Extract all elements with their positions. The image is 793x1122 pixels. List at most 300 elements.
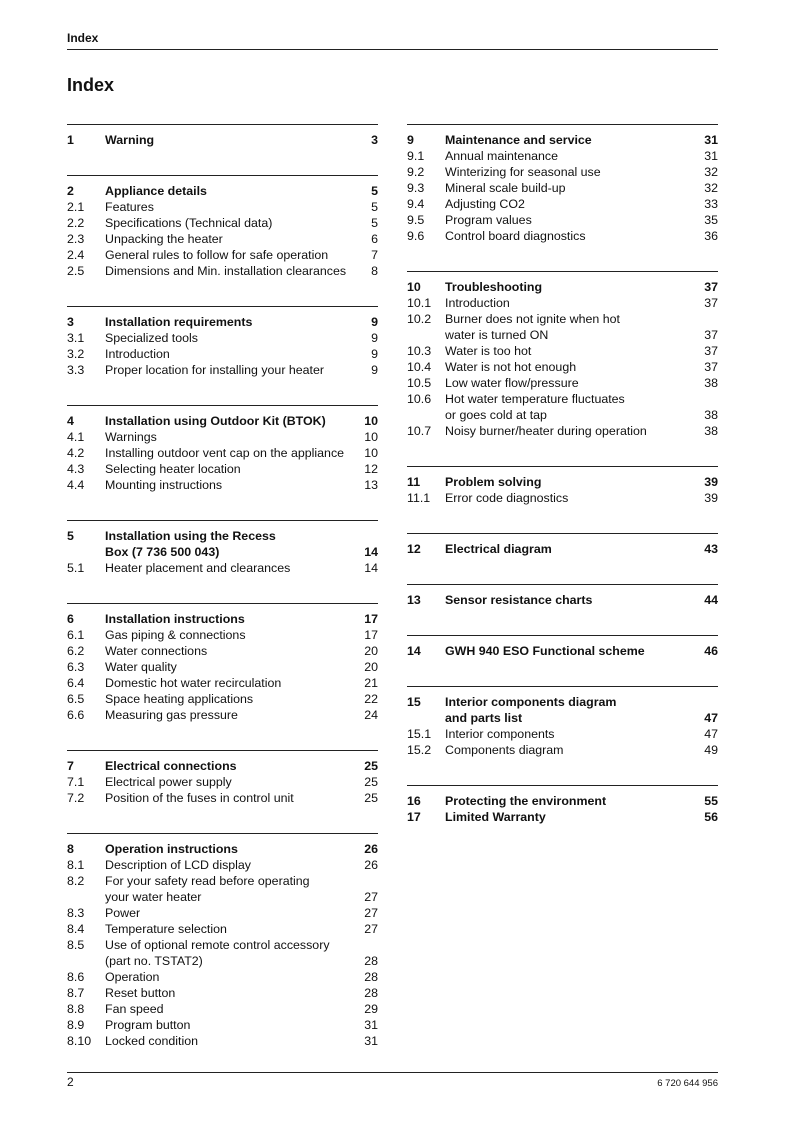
toc-entry-title: Features <box>105 200 154 214</box>
toc-subsection-entry[interactable] <box>67 477 378 493</box>
toc-entry-number: 10 <box>407 280 421 294</box>
toc-entry-page: 28 <box>364 970 378 984</box>
toc-subsection-entry[interactable] <box>407 164 718 180</box>
toc-entry-page: 38 <box>704 424 718 438</box>
toc-entry-page: 9 <box>371 363 378 377</box>
toc-entry-number: 2.1 <box>67 200 85 214</box>
toc-subsection-entry[interactable] <box>407 212 718 228</box>
toc-entry-title: Introduction <box>445 296 510 310</box>
toc-subsection-entry[interactable] <box>67 461 378 477</box>
toc-subsection-entry[interactable] <box>67 445 378 461</box>
toc-subsection-entry[interactable] <box>407 327 718 343</box>
toc-entry-number: 7.2 <box>67 791 85 805</box>
toc-entry-number <box>407 710 445 726</box>
toc-chapter-entry[interactable] <box>407 279 718 295</box>
toc-subsection-entry[interactable] <box>67 247 378 263</box>
toc-entry-page: 27 <box>364 906 378 920</box>
toc-section <box>67 405 378 493</box>
toc-section <box>407 271 718 439</box>
toc-chapter-entry[interactable] <box>67 528 378 544</box>
toc-entry-title: Mineral scale build-up <box>445 181 566 195</box>
toc-entry-title: Problem solving <box>445 475 542 489</box>
toc-entry-title: Heater placement and clearances <box>105 561 291 575</box>
toc-entry-page: 10 <box>364 414 378 428</box>
toc-entry-page: 55 <box>704 794 718 808</box>
toc-entry-number: 2.2 <box>67 216 85 230</box>
toc-entry-number: 7 <box>67 759 74 773</box>
toc-entry-title: Low water flow/pressure <box>445 376 579 390</box>
toc-entry-number: 3.3 <box>67 363 85 377</box>
toc-entry-title: Interior components diagram <box>445 695 617 709</box>
toc-right-column <box>407 124 718 852</box>
toc-entry-title: Specialized tools <box>105 331 198 345</box>
toc-subsection-entry[interactable] <box>407 490 718 506</box>
toc-entry-number: 9.6 <box>407 229 425 243</box>
toc-subsection-entry[interactable] <box>407 359 718 375</box>
toc-subsection-entry[interactable] <box>407 228 718 244</box>
toc-entry-page: 31 <box>364 1034 378 1048</box>
toc-entry-number: 9.4 <box>407 197 425 211</box>
toc-entry-title: Components diagram <box>445 743 564 757</box>
toc-entry-number: 10.3 <box>407 344 432 358</box>
toc-entry-number: 10.2 <box>407 312 432 326</box>
toc-entry-title: Sensor resistance charts <box>445 593 593 607</box>
toc-entry-title: Operation <box>105 970 160 984</box>
toc-chapter-entry[interactable] <box>67 132 378 148</box>
header-rule <box>67 49 718 50</box>
toc-entry-title: your water heater <box>105 890 202 904</box>
toc-subsection-entry[interactable] <box>67 215 378 231</box>
toc-entry-page: 31 <box>364 1018 378 1032</box>
toc-subsection-entry[interactable] <box>407 391 718 407</box>
toc-entry-number: 10.6 <box>407 392 432 406</box>
toc-entry-page: 28 <box>364 954 378 968</box>
toc-entry-number <box>67 544 105 560</box>
toc-entry-title: Gas piping & connections <box>105 628 246 642</box>
toc-section <box>67 175 378 279</box>
toc-entry-title: Hot water temperature fluctuates <box>445 392 625 406</box>
toc-entry-page: 31 <box>704 149 718 163</box>
toc-chapter-entry[interactable] <box>407 541 718 557</box>
toc-entry-number: 4.2 <box>67 446 85 460</box>
toc-entry-title: Burner does not ignite when hot <box>445 312 620 326</box>
toc-subsection-entry[interactable] <box>67 199 378 215</box>
toc-entry-number: 1 <box>67 133 74 147</box>
toc-entry-page: 14 <box>364 545 378 559</box>
toc-entry-title: Space heating applications <box>105 692 254 706</box>
toc-entry-page <box>354 937 378 953</box>
toc-section <box>407 584 718 608</box>
toc-entry-title: Annual maintenance <box>445 149 558 163</box>
toc-subsection-entry[interactable] <box>67 905 378 921</box>
toc-subsection-entry[interactable] <box>67 937 378 953</box>
toc-subsection-entry[interactable] <box>67 675 378 691</box>
toc-entry-title: Water is not hot enough <box>445 360 577 374</box>
toc-entry-number <box>67 889 105 905</box>
toc-entry-title: Selecting heater location <box>105 462 241 476</box>
toc-chapter-entry[interactable] <box>407 793 718 809</box>
running-header: Index <box>67 31 99 45</box>
toc-entry-number: 6.4 <box>67 676 85 690</box>
toc-entry-page: 17 <box>364 612 378 626</box>
toc-entry-title: Dimensions and Min. installation clearances <box>105 264 347 278</box>
toc-subsection-entry[interactable] <box>67 1017 378 1033</box>
toc-entry-page: 6 <box>371 232 378 246</box>
toc-entry-number: 8.10 <box>67 1034 92 1048</box>
toc-entry-page: 26 <box>364 842 378 856</box>
toc-entry-number: 3 <box>67 315 74 329</box>
toc-entry-number: 9.2 <box>407 165 425 179</box>
toc-entry-page: 32 <box>704 165 718 179</box>
toc-entry-number: 12 <box>407 542 421 556</box>
toc-subsection-entry[interactable] <box>407 295 718 311</box>
toc-entry-title: Mounting instructions <box>105 478 223 492</box>
toc-entry-title: Error code diagnostics <box>445 491 569 505</box>
toc-entry-number: 15.1 <box>407 727 432 741</box>
toc-subsection-entry[interactable] <box>407 311 718 327</box>
toc-entry-number: 5.1 <box>67 561 85 575</box>
toc-section <box>67 750 378 806</box>
toc-entry-page <box>694 694 718 710</box>
toc-section <box>407 686 718 758</box>
toc-subsection-entry[interactable] <box>407 375 718 391</box>
toc-entry-page: 39 <box>704 475 718 489</box>
toc-entry-title: Interior components <box>445 727 555 741</box>
toc-entry-number: 3.1 <box>67 331 85 345</box>
toc-entry-page: 12 <box>364 462 378 476</box>
toc-subsection-entry[interactable] <box>67 627 378 643</box>
toc-subsection-entry[interactable] <box>407 423 718 439</box>
toc-entry-title: Noisy burner/heater during operation <box>445 424 647 438</box>
toc-entry-number: 6.6 <box>67 708 85 722</box>
toc-subsection-entry[interactable] <box>67 362 378 378</box>
toc-subsection-entry[interactable] <box>67 1001 378 1017</box>
toc-entry-title: GWH 940 ESO Functional scheme <box>445 644 645 658</box>
toc-entry-number <box>407 327 445 343</box>
toc-section <box>407 533 718 557</box>
toc-entry-number: 9.1 <box>407 149 425 163</box>
toc-entry-title: Measuring gas pressure <box>105 708 238 722</box>
toc-chapter-entry[interactable] <box>67 841 378 857</box>
toc-chapter-entry[interactable] <box>407 809 718 825</box>
toc-section <box>407 785 718 825</box>
toc-entry-page <box>354 528 378 544</box>
toc-entry-number: 10.5 <box>407 376 432 390</box>
toc-entry-page: 37 <box>704 360 718 374</box>
toc-entry-number: 8.3 <box>67 906 85 920</box>
toc-chapter-entry[interactable] <box>407 710 718 726</box>
toc-entry-title: Unpacking the heater <box>105 232 223 246</box>
toc-entry-page: 44 <box>704 593 718 607</box>
page-number: 2 <box>67 1075 74 1089</box>
toc-entry-page: 9 <box>371 347 378 361</box>
toc-entry-title: General rules to follow for safe operation <box>105 248 329 262</box>
toc-entry-page: 26 <box>364 858 378 872</box>
toc-entry-title: Specifications (Technical data) <box>105 216 273 230</box>
toc-section <box>67 520 378 576</box>
toc-chapter-entry[interactable] <box>407 474 718 490</box>
toc-entry-number: 15 <box>407 695 421 709</box>
toc-entry-title: Program button <box>105 1018 191 1032</box>
toc-entry-page: 56 <box>704 810 718 824</box>
toc-entry-title: Installing outdoor vent cap on the appliance <box>105 446 345 460</box>
toc-entry-number: 6.1 <box>67 628 85 642</box>
toc-entry-page: 7 <box>371 248 378 262</box>
toc-entry-title: Electrical connections <box>105 759 237 773</box>
toc-entry-title: Box (7 736 500 043) <box>105 545 220 559</box>
toc-entry-number: 4.4 <box>67 478 85 492</box>
toc-subsection-entry[interactable] <box>67 953 378 969</box>
document-number: 6 720 644 956 <box>657 1078 718 1089</box>
toc-left-column <box>67 124 378 1076</box>
toc-entry-title: Protecting the environment <box>445 794 607 808</box>
toc-section <box>407 124 718 244</box>
toc-entry-title: Winterizing for seasonal use <box>445 165 601 179</box>
toc-subsection-entry[interactable] <box>67 774 378 790</box>
toc-entry-page: 27 <box>364 922 378 936</box>
toc-entry-number: 8 <box>67 842 74 856</box>
toc-entry-title: Installation instructions <box>105 612 245 626</box>
toc-entry-title: Appliance details <box>105 184 207 198</box>
toc-subsection-entry[interactable] <box>67 985 378 1001</box>
toc-entry-page: 20 <box>364 660 378 674</box>
toc-subsection-entry[interactable] <box>407 196 718 212</box>
toc-subsection-entry[interactable] <box>67 643 378 659</box>
toc-entry-number: 8.6 <box>67 970 85 984</box>
toc-entry-number: 3.2 <box>67 347 85 361</box>
toc-entry-page: 35 <box>704 213 718 227</box>
toc-entry-title: Program values <box>445 213 532 227</box>
toc-subsection-entry[interactable] <box>67 969 378 985</box>
toc-entry-page: 9 <box>371 331 378 345</box>
toc-entry-title: Power <box>105 906 141 920</box>
toc-subsection-entry[interactable] <box>407 180 718 196</box>
toc-entry-number: 8.4 <box>67 922 85 936</box>
toc-subsection-entry[interactable] <box>67 1033 378 1049</box>
toc-section <box>67 306 378 378</box>
toc-entry-number: 2.4 <box>67 248 85 262</box>
toc-subsection-entry[interactable] <box>67 330 378 346</box>
toc-chapter-entry[interactable] <box>67 183 378 199</box>
toc-subsection-entry[interactable] <box>407 343 718 359</box>
toc-chapter-entry[interactable] <box>407 643 718 659</box>
toc-section <box>67 124 378 148</box>
toc-chapter-entry[interactable] <box>67 544 378 560</box>
toc-entry-title: Domestic hot water recirculation <box>105 676 282 690</box>
toc-chapter-entry[interactable] <box>67 413 378 429</box>
toc-entry-title: Adjusting CO2 <box>445 197 525 211</box>
toc-entry-number <box>67 953 105 969</box>
toc-entry-title: or goes cold at tap <box>445 408 547 422</box>
toc-entry-title: Electrical power supply <box>105 775 232 789</box>
toc-entry-page: 49 <box>704 743 718 757</box>
toc-subsection-entry[interactable] <box>67 346 378 362</box>
toc-entry-number: 7.1 <box>67 775 85 789</box>
toc-entry-page: 5 <box>371 216 378 230</box>
toc-chapter-entry[interactable] <box>67 314 378 330</box>
toc-subsection-entry[interactable] <box>67 857 378 873</box>
toc-entry-number: 8.9 <box>67 1018 85 1032</box>
toc-subsection-entry[interactable] <box>67 873 378 889</box>
toc-section <box>407 466 718 506</box>
toc-entry-page: 29 <box>364 1002 378 1016</box>
toc-entry-page: 33 <box>704 197 718 211</box>
toc-entry-number: 8.8 <box>67 1002 85 1016</box>
toc-entry-title: Warnings <box>105 430 157 444</box>
toc-subsection-entry[interactable] <box>67 429 378 445</box>
toc-entry-number: 2 <box>67 184 74 198</box>
toc-chapter-entry[interactable] <box>407 132 718 148</box>
toc-entry-number: 9.3 <box>407 181 425 195</box>
toc-entry-title: Proper location for installing your heater <box>105 363 325 377</box>
toc-entry-page: 47 <box>704 727 718 741</box>
toc-entry-page: 21 <box>364 676 378 690</box>
toc-entry-page: 3 <box>371 133 378 147</box>
toc-subsection-entry[interactable] <box>407 726 718 742</box>
toc-entry-number: 6.5 <box>67 692 85 706</box>
toc-entry-number: 8.1 <box>67 858 85 872</box>
toc-entry-page <box>694 311 718 327</box>
toc-entry-number: 6 <box>67 612 74 626</box>
toc-entry-page: 25 <box>364 759 378 773</box>
toc-entry-page: 27 <box>364 890 378 904</box>
toc-subsection-entry[interactable] <box>67 790 378 806</box>
toc-chapter-entry[interactable] <box>407 592 718 608</box>
toc-chapter-entry[interactable] <box>67 758 378 774</box>
toc-entry-title: Installation using Outdoor Kit (BTOK) <box>105 414 326 428</box>
toc-entry-number: 8.5 <box>67 938 85 952</box>
toc-entry-page: 38 <box>704 408 718 422</box>
toc-entry-number: 6.3 <box>67 660 85 674</box>
toc-section <box>67 603 378 723</box>
toc-entry-page: 47 <box>704 711 718 725</box>
toc-entry-page <box>694 391 718 407</box>
toc-entry-title: Troubleshooting <box>445 280 543 294</box>
toc-entry-title: Locked condition <box>105 1034 198 1048</box>
toc-entry-title: Installation requirements <box>105 315 253 329</box>
toc-entry-number: 2.3 <box>67 232 85 246</box>
toc-entry-page: 37 <box>704 280 718 294</box>
toc-entry-page: 20 <box>364 644 378 658</box>
toc-entry-page: 10 <box>364 446 378 460</box>
toc-entry-title: Description of LCD display <box>105 858 251 872</box>
toc-entry-number: 8.2 <box>67 874 85 888</box>
toc-entry-number: 4.1 <box>67 430 85 444</box>
toc-entry-title: Reset button <box>105 986 176 1000</box>
toc-entry-page <box>354 873 378 889</box>
toc-chapter-entry[interactable] <box>67 611 378 627</box>
toc-entry-page: 24 <box>364 708 378 722</box>
toc-entry-number: 9 <box>407 133 414 147</box>
toc-entry-page: 5 <box>371 200 378 214</box>
toc-entry-title: water is turned ON <box>445 328 549 342</box>
toc-entry-page: 10 <box>364 430 378 444</box>
toc-entry-number: 17 <box>407 810 421 824</box>
toc-entry-title: Use of optional remote control accessory <box>105 938 330 952</box>
toc-subsection-entry[interactable] <box>407 148 718 164</box>
toc-subsection-entry[interactable] <box>67 889 378 905</box>
toc-entry-title: Water quality <box>105 660 177 674</box>
toc-entry-title: Electrical diagram <box>445 542 552 556</box>
toc-entry-page: 38 <box>704 376 718 390</box>
toc-entry-page: 31 <box>704 133 718 147</box>
footer-rule <box>67 1072 718 1073</box>
toc-entry-number: 4.3 <box>67 462 85 476</box>
toc-entry-page: 5 <box>371 184 378 198</box>
toc-entry-page: 37 <box>704 296 718 310</box>
toc-entry-title: Temperature selection <box>105 922 227 936</box>
page-title: Index <box>67 75 115 95</box>
toc-entry-page: 36 <box>704 229 718 243</box>
toc-entry-title: (part no. TSTAT2) <box>105 954 203 968</box>
toc-entry-number: 10.1 <box>407 296 432 310</box>
toc-entry-page: 13 <box>364 478 378 492</box>
toc-entry-number: 2.5 <box>67 264 85 278</box>
toc-subsection-entry[interactable] <box>67 231 378 247</box>
toc-section <box>407 635 718 659</box>
toc-entry-number: 10.4 <box>407 360 432 374</box>
toc-entry-page: 43 <box>704 542 718 556</box>
toc-entry-number: 10.7 <box>407 424 432 438</box>
toc-entry-number <box>407 407 445 423</box>
toc-entry-page: 9 <box>371 315 378 329</box>
toc-subsection-entry[interactable] <box>67 707 378 723</box>
toc-entry-title: Introduction <box>105 347 170 361</box>
toc-chapter-entry[interactable] <box>407 694 718 710</box>
toc-entry-page: 17 <box>364 628 378 642</box>
toc-entry-number: 9.5 <box>407 213 425 227</box>
toc-entry-title: Warning <box>105 133 155 147</box>
toc-subsection-entry[interactable] <box>67 691 378 707</box>
toc-subsection-entry[interactable] <box>67 263 378 279</box>
toc-entry-page: 25 <box>364 775 378 789</box>
toc-entry-title: Operation instructions <box>105 842 238 856</box>
toc-entry-number: 13 <box>407 593 421 607</box>
toc-entry-page: 14 <box>364 561 378 575</box>
toc-entry-title: Fan speed <box>105 1002 164 1016</box>
toc-subsection-entry[interactable] <box>67 659 378 675</box>
toc-entry-number: 6.2 <box>67 644 85 658</box>
toc-entry-title: Maintenance and service <box>445 133 592 147</box>
toc-entry-number: 11 <box>407 475 421 489</box>
toc-entry-title: Water connections <box>105 644 208 658</box>
toc-entry-page: 46 <box>704 644 718 658</box>
toc-entry-number: 14 <box>407 644 421 658</box>
toc-entry-number: 15.2 <box>407 743 432 757</box>
toc-entry-page: 25 <box>364 791 378 805</box>
toc-entry-number: 16 <box>407 794 421 808</box>
toc-entry-title: For your safety read before operating <box>105 874 310 888</box>
toc-subsection-entry[interactable] <box>407 407 718 423</box>
toc-entry-title: Water is too hot <box>445 344 532 358</box>
toc-entry-page: 22 <box>364 692 378 706</box>
toc-subsection-entry[interactable] <box>67 921 378 937</box>
toc-entry-page: 28 <box>364 986 378 1000</box>
toc-entry-page: 37 <box>704 344 718 358</box>
toc-entry-title: Installation using the Recess <box>105 529 276 543</box>
toc-entry-title: Limited Warranty <box>445 810 546 824</box>
toc-entry-page: 39 <box>704 491 718 505</box>
toc-entry-number: 5 <box>67 529 74 543</box>
toc-entry-number: 4 <box>67 414 74 428</box>
toc-subsection-entry[interactable] <box>407 742 718 758</box>
toc-entry-number: 8.7 <box>67 986 85 1000</box>
toc-section <box>67 833 378 1049</box>
toc-entry-page: 37 <box>704 328 718 342</box>
toc-entry-title: Control board diagnostics <box>445 229 586 243</box>
toc-entry-page: 32 <box>704 181 718 195</box>
toc-subsection-entry[interactable] <box>67 560 378 576</box>
